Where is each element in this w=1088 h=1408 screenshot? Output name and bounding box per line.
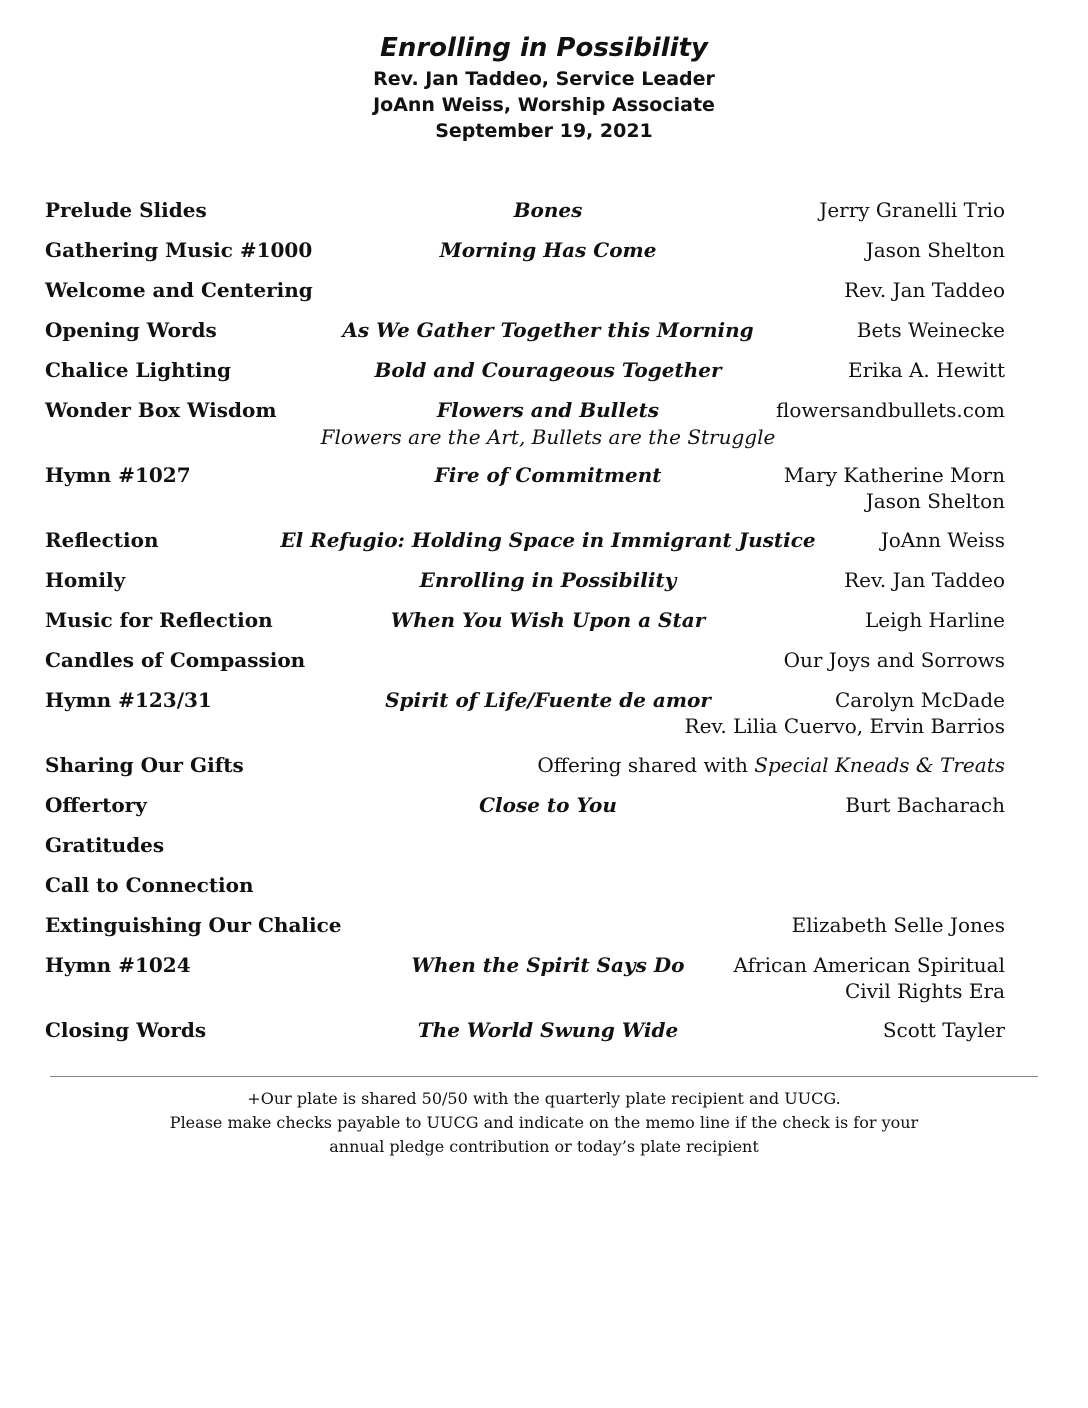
program-row xyxy=(45,951,1005,1016)
program-item-label: Candles of Compassion xyxy=(45,648,306,672)
footer-divider xyxy=(50,1076,1038,1077)
credit-name: Mary Katherine Morn xyxy=(783,463,1005,487)
program-item-label: Gratitudes xyxy=(45,833,165,857)
program-item-work xyxy=(479,791,617,819)
work-title: When You Wish Upon a Star xyxy=(390,608,706,632)
program-item-label: Hymn #1027 xyxy=(45,463,191,487)
program-row xyxy=(45,871,1005,911)
program-row xyxy=(45,751,1005,791)
program-item-credit xyxy=(685,686,1005,739)
work-title: Fire of Commitment xyxy=(434,463,662,487)
credit-name: Rev. Lilia Cuervo, Ervin Barrios xyxy=(684,714,1005,738)
program-item-credit xyxy=(845,791,1005,818)
credit-name: Our Joys and Sorrows xyxy=(783,648,1005,672)
program-item-work xyxy=(514,196,583,224)
program-item-work xyxy=(434,461,661,489)
footnote-line: Please make checks payable to UUCG and indicate on the memo line if the check is for your xyxy=(169,1113,919,1132)
work-title: Bold and Courageous Together xyxy=(374,358,722,382)
program-item-work xyxy=(280,526,815,554)
program-item-credit xyxy=(784,461,1005,514)
work-title: The World Swung Wide xyxy=(417,1018,679,1042)
program-item-credit xyxy=(819,196,1005,223)
program-item-label: Homily xyxy=(45,568,126,592)
program-row xyxy=(45,606,1005,646)
program-item-label: Offertory xyxy=(45,793,147,817)
work-subtitle: Flowers are the Art, Bullets are the Struggle xyxy=(320,425,776,449)
program-row xyxy=(45,911,1005,951)
service-title: Enrolling in Possibility xyxy=(380,33,708,63)
program-item-label: Chalice Lighting xyxy=(45,358,232,382)
offering-footnote xyxy=(0,1087,1088,1159)
program-row xyxy=(45,686,1005,751)
program-item-work xyxy=(385,686,711,714)
credit-name: Burt Bacharach xyxy=(845,793,1005,817)
program-item-label: Closing Words xyxy=(45,1018,207,1042)
program-item-credit xyxy=(866,236,1005,263)
credit-name: Elizabeth Selle Jones xyxy=(791,913,1005,937)
program-item-label: Call to Connection xyxy=(45,873,254,897)
program-row xyxy=(45,316,1005,356)
program-item-credit xyxy=(881,526,1005,553)
order-of-service-list xyxy=(45,196,1005,1056)
credit-name: JoAnn Weiss xyxy=(880,528,1005,552)
work-title: Bones xyxy=(513,198,583,222)
program-item-credit xyxy=(776,396,1005,423)
program-item-credit xyxy=(857,316,1005,343)
credit-name: Civil Rights Era xyxy=(844,979,1005,1003)
worship-associate: JoAnn Weiss, Worship Associate xyxy=(373,94,715,116)
work-title: Spirit of Life/Fuente de amor xyxy=(385,688,711,712)
footnote-line: +Our plate is shared 50/50 with the quarterly plate recipient and UUCG. xyxy=(247,1089,841,1108)
credit-name: Leigh Harline xyxy=(865,608,1005,632)
program-item-credit xyxy=(537,751,1005,778)
credit-name: Bets Weinecke xyxy=(856,318,1005,342)
credit-name: Jason Shelton xyxy=(865,238,1005,262)
program-item-label: Gathering Music #1000 xyxy=(45,238,313,262)
program-item-label: Hymn #123/31 xyxy=(45,688,212,712)
program-item-work xyxy=(321,396,776,450)
program-row xyxy=(45,461,1005,526)
work-title: Flowers and Bullets xyxy=(436,398,660,422)
program-item-credit xyxy=(844,276,1005,303)
program-item-label: Music for Reflection xyxy=(45,608,273,632)
credit-name: Jerry Granelli Trio xyxy=(819,198,1005,222)
program-item-credit xyxy=(844,566,1005,593)
service-date: September 19, 2021 xyxy=(435,120,653,142)
program-row xyxy=(45,1016,1005,1056)
credit-name: African American Spiritual xyxy=(733,953,1005,977)
program-item-work xyxy=(342,316,753,344)
work-title: When the Spirit Says Do xyxy=(411,953,685,977)
program-row xyxy=(45,646,1005,686)
program-item-work xyxy=(418,1016,678,1044)
work-title: Close to You xyxy=(479,793,617,817)
footnote-line: annual pledge contribution or today’s plate recipient xyxy=(329,1137,759,1156)
program-item-work xyxy=(420,566,677,594)
program-item-label: Welcome and Centering xyxy=(45,278,313,302)
program-row xyxy=(45,526,1005,566)
credit-name: Scott Tayler xyxy=(882,1018,1005,1042)
program-item-work xyxy=(440,236,657,264)
program-row xyxy=(45,236,1005,276)
program-item-credit xyxy=(784,646,1005,673)
work-title: Morning Has Come xyxy=(439,238,657,262)
credit-name: Carolyn McDade xyxy=(834,688,1005,712)
program-row xyxy=(45,396,1005,461)
credit-name: Erika A. Hewitt xyxy=(848,358,1005,382)
program-row xyxy=(45,791,1005,831)
order-of-service-header xyxy=(0,30,1088,144)
program-item-credit xyxy=(848,356,1005,383)
credit-name: Jason Shelton xyxy=(865,489,1005,513)
program-item-credit xyxy=(792,911,1005,938)
program-row xyxy=(45,566,1005,606)
credit-name: flowersandbullets.com xyxy=(776,398,1005,422)
credit-name: Rev. Jan Taddeo xyxy=(844,568,1005,592)
program-item-credit xyxy=(734,951,1005,1004)
program-row xyxy=(45,276,1005,316)
program-item-work xyxy=(391,606,705,634)
work-title: El Refugio: Holding Space in Immigrant Justice xyxy=(280,528,816,552)
offering-text: Offering shared with xyxy=(537,753,755,777)
program-item-label: Reflection xyxy=(45,528,159,552)
service-leader: Rev. Jan Taddeo, Service Leader xyxy=(373,68,715,90)
offering-line xyxy=(537,752,1005,778)
program-item-work xyxy=(412,951,685,979)
program-item-label: Extinguishing Our Chalice xyxy=(45,913,342,937)
program-item-credit xyxy=(883,1016,1005,1043)
program-item-label: Prelude Slides xyxy=(45,198,207,222)
program-row xyxy=(45,196,1005,236)
program-item-label: Sharing Our Gifts xyxy=(45,753,244,777)
work-title: Enrolling in Possibility xyxy=(419,568,677,592)
offering-recipient: Special Kneads & Treats xyxy=(754,753,1005,777)
program-item-credit xyxy=(865,606,1005,633)
program-item-work xyxy=(374,356,721,384)
program-item-label: Hymn #1024 xyxy=(45,953,191,977)
program-row xyxy=(45,831,1005,871)
work-title: As We Gather Together this Morning xyxy=(342,318,754,342)
credit-name: Rev. Jan Taddeo xyxy=(844,278,1005,302)
program-item-label: Opening Words xyxy=(45,318,217,342)
program-item-label: Wonder Box Wisdom xyxy=(45,398,277,422)
program-row xyxy=(45,356,1005,396)
